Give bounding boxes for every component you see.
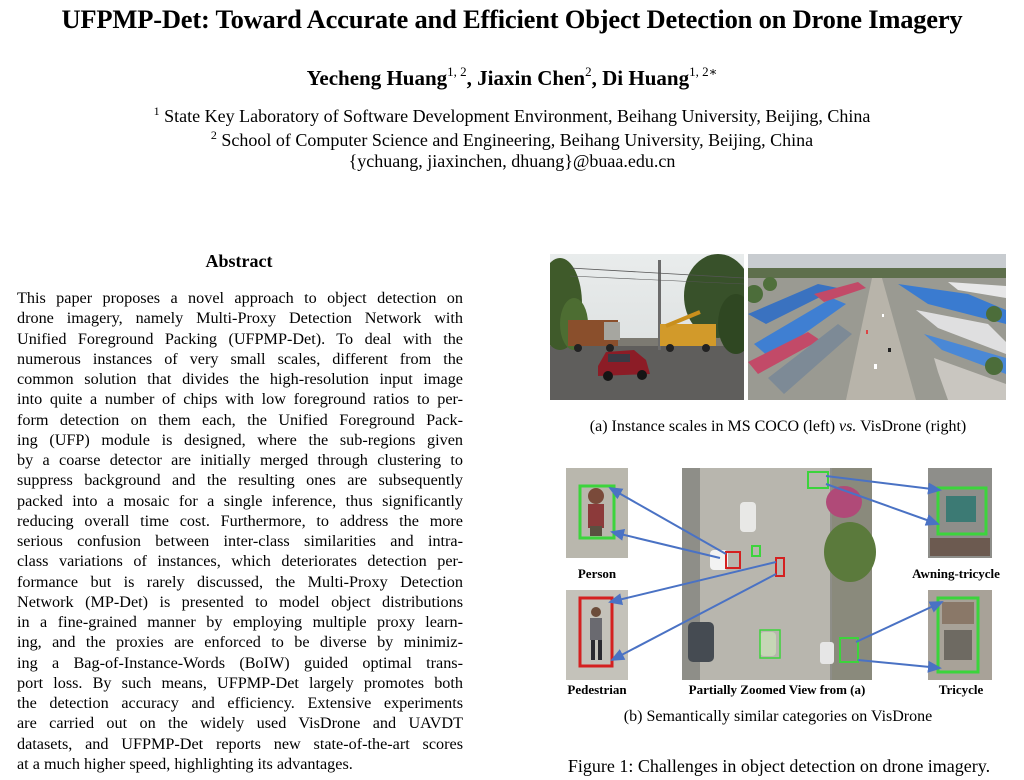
zoomed-street-view: [682, 468, 876, 680]
abstract-line: port loss. By such means, UFPMP-Det largely promotes both: [17, 673, 463, 692]
caption-a-prefix: (a) Instance scales in MS COCO (left): [589, 418, 840, 435]
abstract-line: reducing overall time cost. Furthermore, to address the more: [17, 511, 463, 530]
affiliation-sup: 2: [210, 128, 217, 142]
abstract-line: common solution that divides the high-resolution input image: [17, 370, 463, 388]
affiliation-2: [0, 128, 1024, 151]
abstract-line: Network (MP-Det) is presented to model object distributions: [17, 592, 463, 611]
abstract-line: at a much higher speed, highlighting its advantages.: [17, 754, 353, 773]
author-affil-sup: 1, 2∗: [689, 64, 718, 79]
awning-tricycle-crop: [928, 468, 992, 558]
abstract-line: into quite a number of chips with low foreground ratios to per-: [17, 390, 463, 409]
author-list: [0, 64, 1024, 91]
subfigure-b: [550, 462, 1010, 702]
abstract-line: packed into a mosaic for a single inference, thus significantly: [17, 491, 463, 510]
visdrone-aerial-photo: [748, 254, 1006, 400]
author-name: Jiaxin Chen: [477, 66, 586, 90]
abstract-line: formance but is rarely discussed, the Multi-Proxy Detection: [17, 572, 463, 591]
subfigure-a-caption: [550, 418, 1006, 436]
abstract-body: [17, 288, 463, 774]
author-name: Di Huang: [602, 66, 690, 90]
caption-a-suffix: VisDrone (right): [856, 418, 967, 435]
abstract-line: ing, and the proxies are enforced to be diverse by minimiz-: [17, 633, 463, 652]
label-awning-tricycle: Awning-tricycle: [912, 566, 1000, 581]
affiliation-1: [0, 104, 1024, 127]
caption-a-vs: vs.: [839, 418, 857, 435]
abstract-line: datasets, and UFPMP-Det reports new state-of-the-art scores: [17, 734, 463, 753]
paper-title: UFPMP-Det: Toward Accurate and Efficient Object Detection on Drone Imagery: [61, 4, 963, 34]
subfigure-b-caption: (b) Semantically similar categories on VisDrone: [623, 708, 933, 725]
coco-street-photo: [550, 254, 744, 400]
abstract-heading: Abstract: [205, 251, 273, 271]
affiliation-text: State Key Laboratory of Software Development Environment, Beihang University, Beijing, China: [164, 106, 871, 126]
abstract-line: drone imagery, namely Multi-Proxy Detection Network with: [17, 309, 463, 328]
abstract-line: class variations of instances, which deteriorates detection per-: [17, 552, 463, 571]
abstract-line: Unified Foreground Packing (UFPMP-Det). To deal with the: [17, 329, 463, 348]
abstract-line: ing (UFP) module is designed, where the sub-regions given: [17, 430, 463, 449]
abstract-line: by a coarse detector are initially merged through clustering to: [17, 451, 463, 469]
label-person: Person: [577, 566, 617, 581]
author-affil-sup: 2: [585, 64, 592, 79]
author-emails: {ychuang, jiaxinchen, dhuang}@buaa.edu.cn: [348, 151, 676, 171]
label-tricycle: Tricycle: [938, 682, 984, 697]
abstract-line: form detection on them each, the Unified Foreground Pack-: [17, 410, 463, 429]
abstract-line: are carried out on the widely used VisDrone and UAVDT: [17, 714, 463, 733]
abstract-line: This paper proposes a novel approach to object detection on: [17, 289, 463, 307]
abstract-line: numerous instances of very small scales, different from the: [17, 349, 463, 368]
author-separator: ,: [466, 66, 478, 90]
abstract-line: serious confusion between inter-class similarities and intra-: [17, 532, 463, 550]
figure-caption: Figure 1: Challenges in object detection on drone imagery.: [567, 756, 991, 776]
abstract-line: suppress background and the resulting ones are subsequently: [17, 471, 463, 490]
person-crop: [566, 468, 628, 558]
author-affil-sup: 1, 2: [447, 64, 467, 79]
author-name: Yecheng Huang: [306, 66, 448, 90]
abstract-line: ing a Bag-of-Instance-Words (BoIW) guided optimal trans-: [17, 653, 463, 672]
abstract-line: in a fine-grained manner by employing multiple proxy learn-: [17, 613, 463, 631]
pedestrian-crop: [566, 590, 628, 680]
author-separator: ,: [591, 66, 603, 90]
label-pedestrian: Pedestrian: [567, 682, 627, 697]
affiliation-text: School of Computer Science and Engineering, Beihang University, Beijing, China: [221, 130, 814, 150]
affiliation-sup: 1: [153, 104, 160, 118]
label-zoomed-view: Partially Zoomed View from (a): [688, 682, 866, 697]
abstract-line: the detection accuracy and efficiency. Extensive experiments: [17, 694, 463, 712]
